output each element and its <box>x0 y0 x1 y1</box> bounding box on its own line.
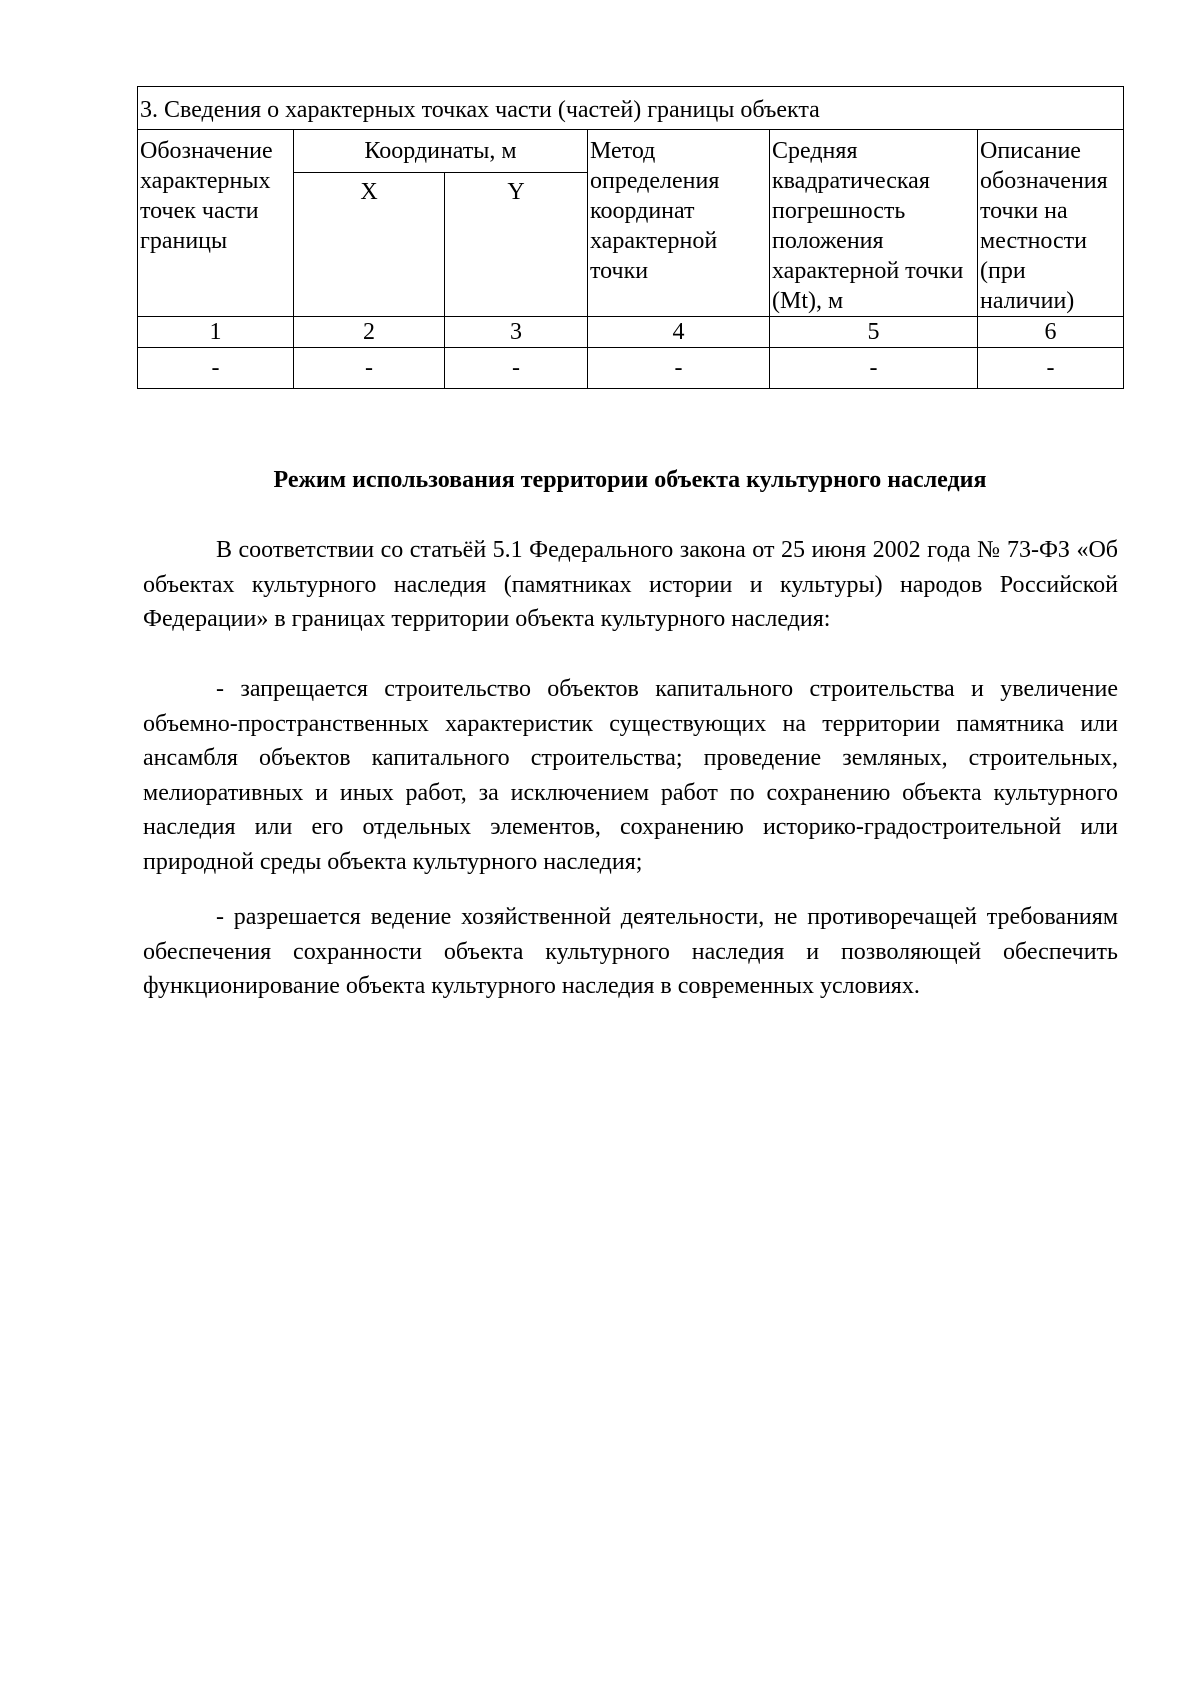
table-header-row-1 <box>138 130 1124 173</box>
column-number: 2 <box>294 317 445 348</box>
column-number: 4 <box>588 317 770 348</box>
column-number: 6 <box>978 317 1124 348</box>
table-cell: - <box>138 348 294 389</box>
column-number: 3 <box>445 317 588 348</box>
table-cell: - <box>588 348 770 389</box>
paragraph-legal-basis: В соответствии со статьёй 5.1 Федерального закона от 25 июня 2002 года № 73-ФЗ «Об объектах культурного наследия (памятниках истории и культуры) народов Российской Федерации» в границах территории объекта культурного наследия: <box>143 537 1118 632</box>
header-x: X <box>294 173 445 317</box>
header-error: Средняя квадратическая погрешность положения характерной точки (Mt), м <box>770 130 978 317</box>
column-number: 5 <box>770 317 978 348</box>
header-coordinates: Координаты, м <box>294 130 588 173</box>
header-designation: Обозначение характерных точек части границы <box>138 130 294 317</box>
table-row <box>138 348 1124 389</box>
header-y: Y <box>445 173 588 317</box>
paragraph-prohibitions: - запрещается строительство объектов капитального строительства и увеличение объемно-пространственных характеристик существующих на территории памятника или ансамбля объектов капитального строительства; проведение земляных, строительных, мелиоративных и иных работ, за исключением работ по сохранению объекта культурного наследия или его отдельных элементов, сохранению историко-градостроительной или природной среды объекта культурного наследия; <box>143 676 1118 875</box>
section-heading: Режим использования территории объекта культурного наследия <box>273 467 987 493</box>
table-caption-row <box>138 87 1124 130</box>
paragraph-permissions: - разрешается ведение хозяйственной деятельности, не противоречащей требованиям обеспечения сохранности объекта культурного наследия и позволяющей обеспечить функционирование объекта культурного наследия в современных условиях. <box>143 904 1118 999</box>
table-caption: 3. Сведения о характерных точках части (частей) границы объекта <box>138 87 1124 130</box>
header-method: Метод определения координат характерной точки <box>588 130 770 317</box>
table-cell: - <box>445 348 588 389</box>
table-cell: - <box>294 348 445 389</box>
column-number: 1 <box>138 317 294 348</box>
boundary-points-table <box>137 86 1124 389</box>
table-cell: - <box>770 348 978 389</box>
header-description: Описание обозначения точки на местности (при наличии) <box>978 130 1124 317</box>
table-number-row <box>138 317 1124 348</box>
table-cell: - <box>978 348 1124 389</box>
